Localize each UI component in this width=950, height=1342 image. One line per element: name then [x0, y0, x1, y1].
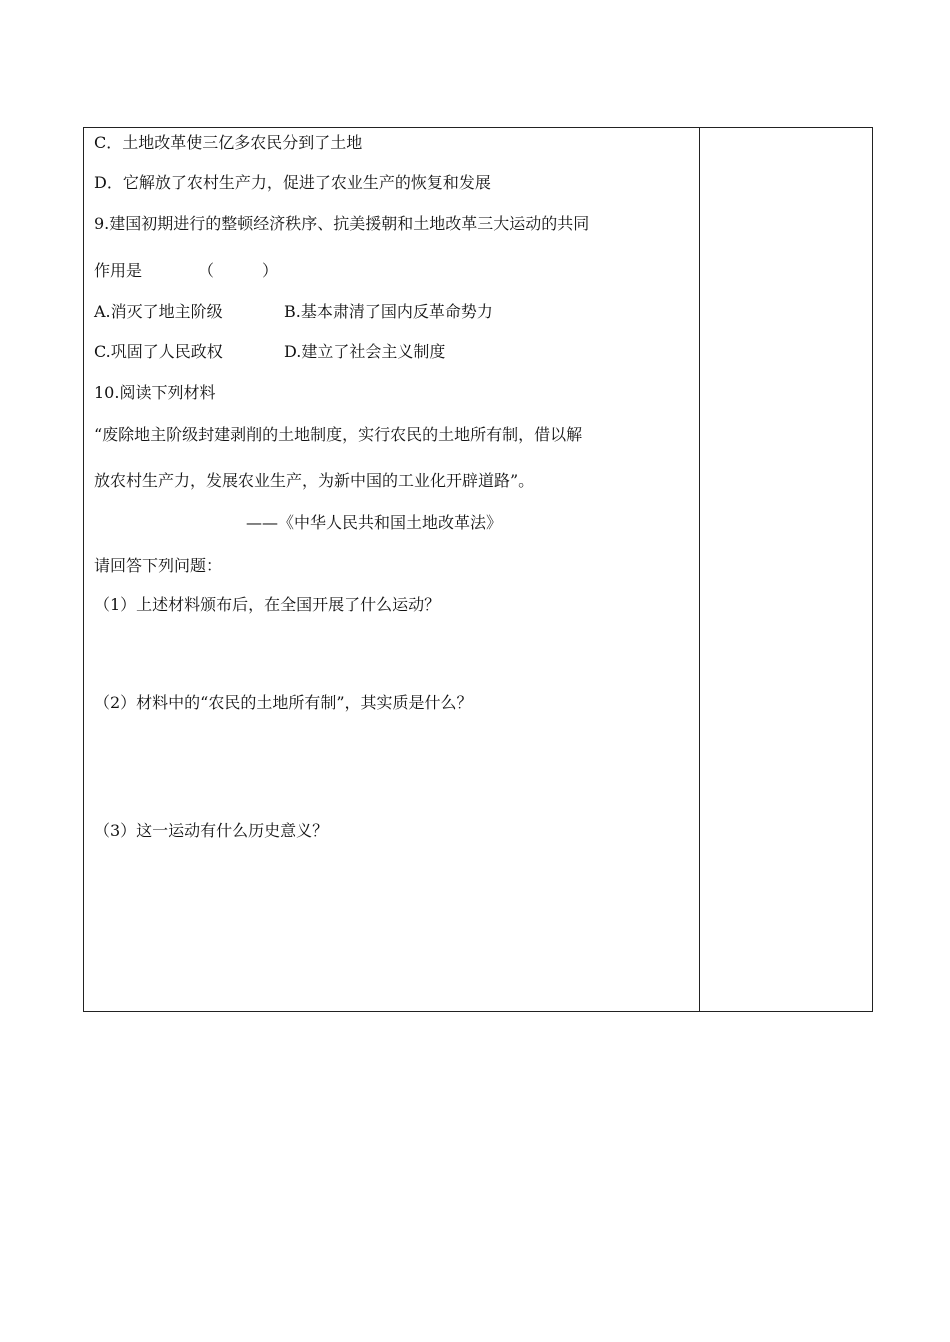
- q9-option-b: B.基本肃清了国内反革命势力: [284, 302, 493, 321]
- q9-option-a: A.消灭了地主阶级: [94, 302, 223, 321]
- q10-quote-line1: “废除地主阶级封建剥削的土地制度，实行农民的土地所有制，借以解: [94, 425, 583, 444]
- q10-prompt: 请回答下列问题：: [94, 556, 223, 575]
- q10-subquestion-3: （3）这一运动有什么历史意义？: [94, 821, 329, 840]
- q8-option-c: C．土地改革使三亿多农民分到了土地: [94, 133, 363, 152]
- worksheet-table: [83, 127, 873, 1012]
- q9-options-row1: [94, 302, 493, 322]
- notes-cell: [700, 128, 872, 1011]
- q9-stem-line2: 作用是 （ ）: [94, 261, 279, 280]
- q10-quote-source: ——《中华人民共和国土地改革法》: [246, 513, 503, 532]
- q10-subquestion-1: （1）上述材料颁布后，在全国开展了什么运动？: [94, 595, 441, 614]
- q10-quote-line2: 放农村生产力，发展农业生产，为新中国的工业化开辟道路”。: [94, 471, 535, 490]
- q9-option-c: C.巩固了人民政权: [94, 342, 223, 361]
- q8-option-d: D．它解放了农村生产力，促进了农业生产的恢复和发展: [94, 173, 491, 192]
- q9-options-row2: [94, 342, 445, 362]
- q10-heading: 10.阅读下列材料: [94, 383, 216, 402]
- q10-subquestion-2: （2）材料中的“农民的土地所有制”，其实质是什么？: [94, 693, 473, 712]
- q9-stem-line1: 9.建国初期进行的整顿经济秩序、抗美援朝和土地改革三大运动的共同: [94, 214, 590, 233]
- q9-option-d: D.建立了社会主义制度: [284, 342, 446, 361]
